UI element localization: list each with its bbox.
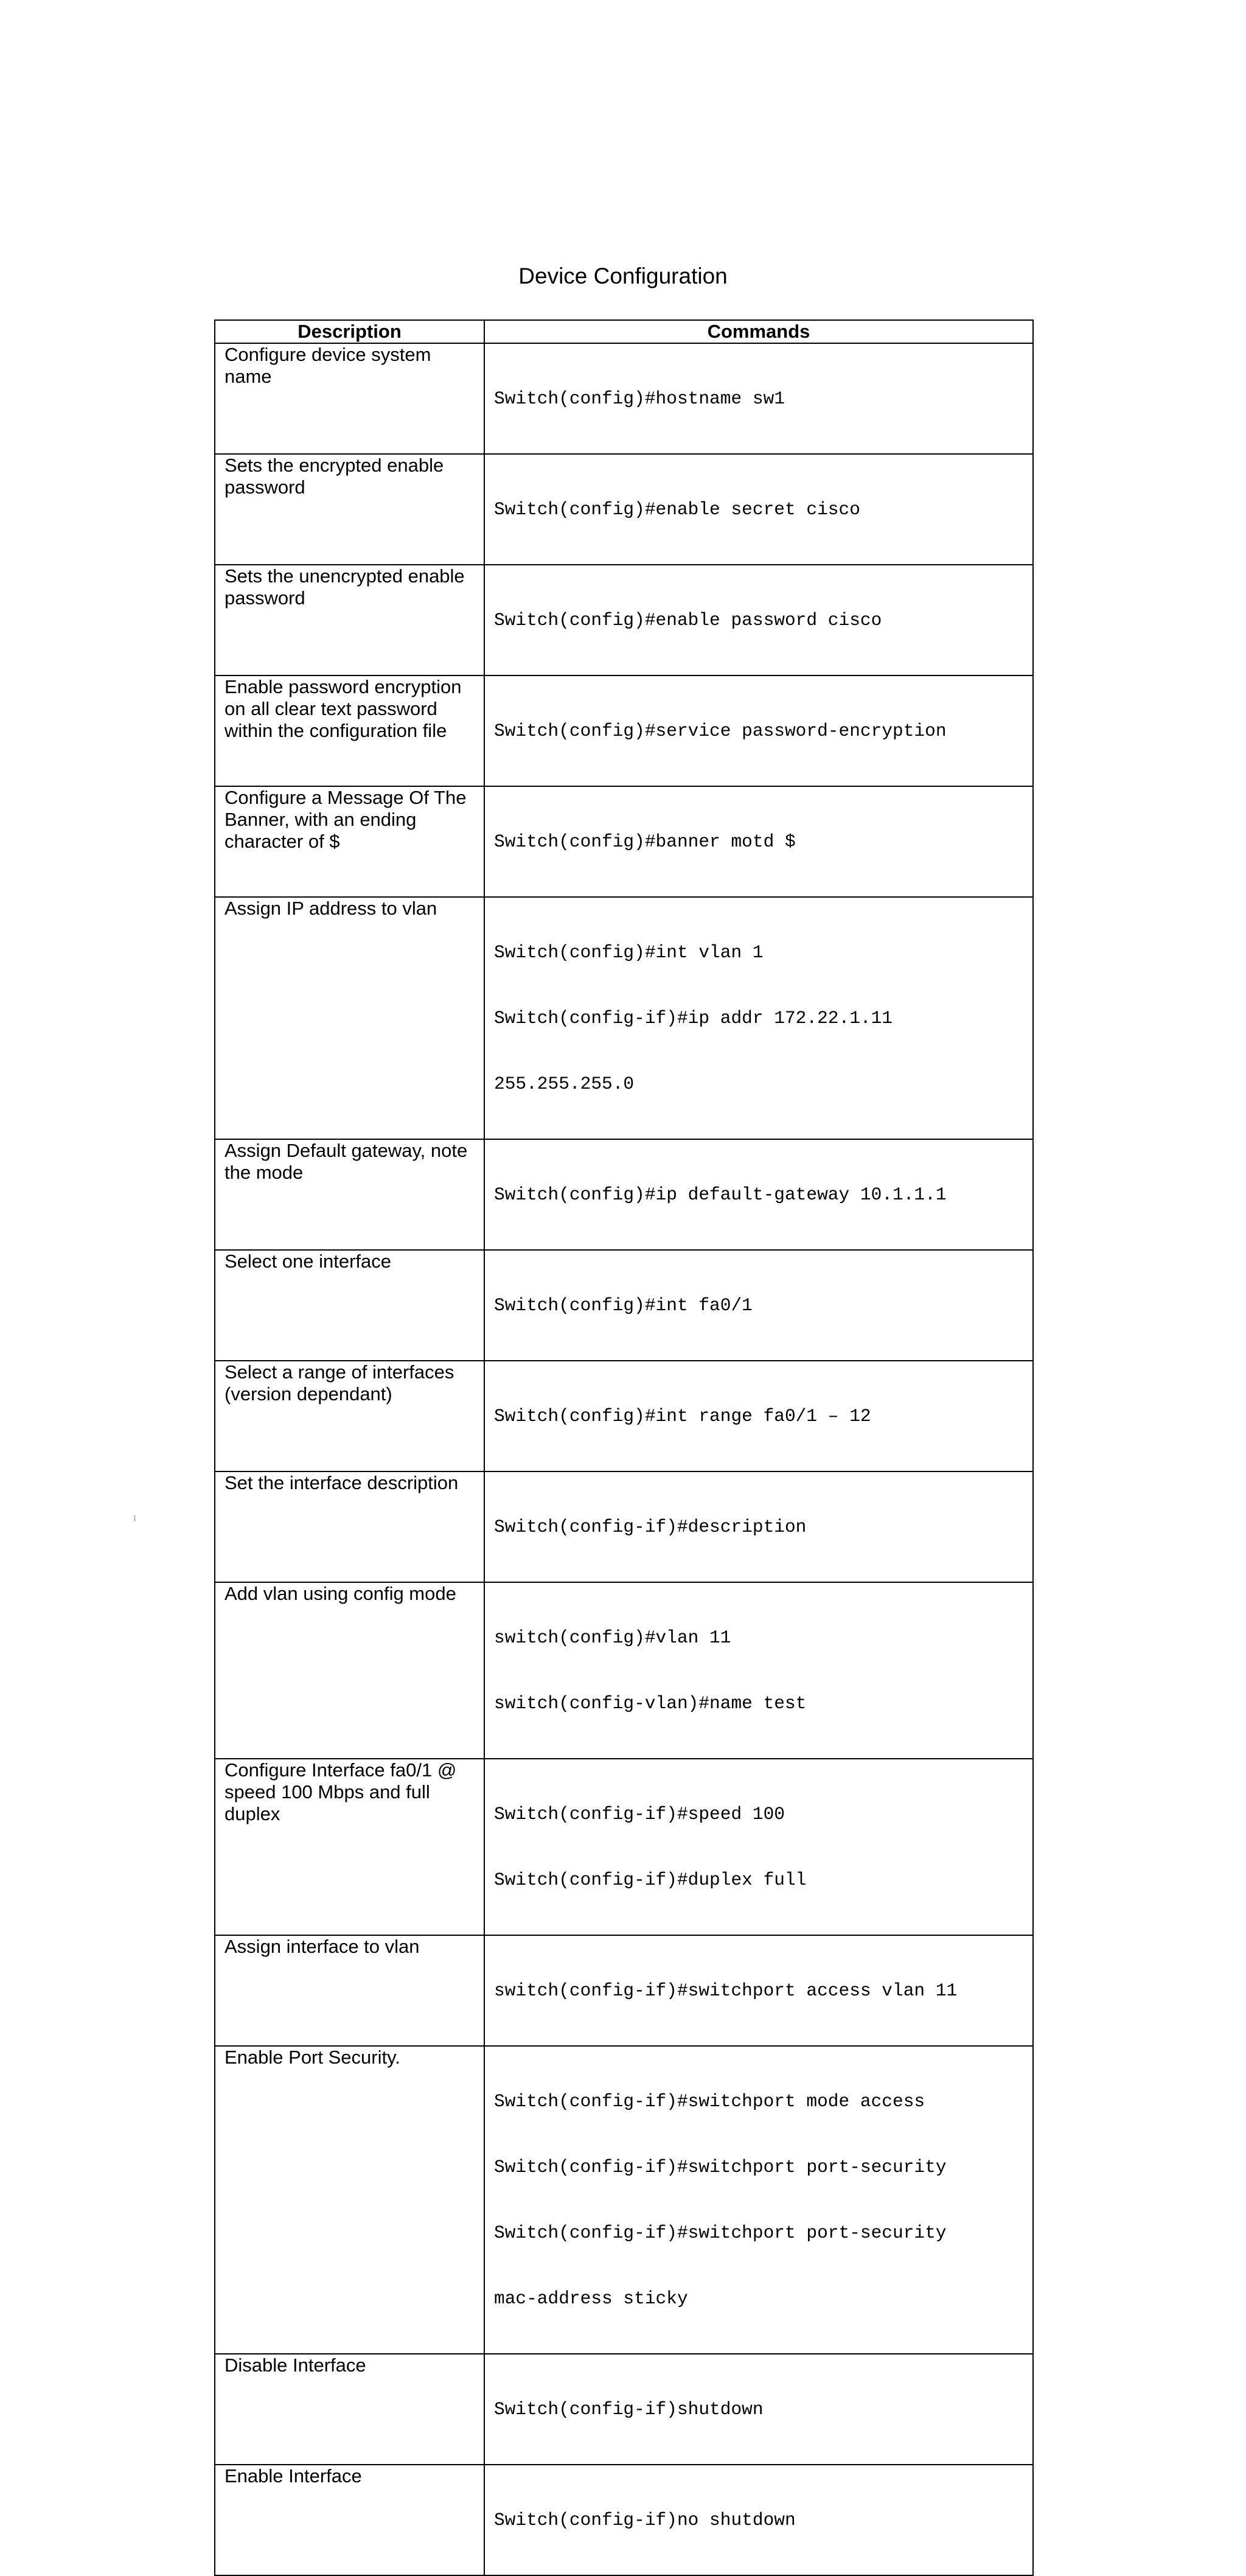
column-header-commands: Commands [484, 320, 1033, 343]
table-row [215, 343, 1033, 454]
description-cell: Sets the encrypted enable password [215, 454, 484, 565]
description-cell: Sets the unencrypted enable password [215, 565, 484, 675]
command-cell [484, 675, 1033, 786]
command-line: switch(config)#vlan 11 [494, 1627, 731, 1648]
command-cell [484, 1582, 1033, 1759]
command-cell [484, 1471, 1033, 1582]
table-row [215, 786, 1033, 897]
command-cell [484, 786, 1033, 897]
table-row [215, 565, 1033, 675]
command-line: Switch(config)#service password-encryption [494, 721, 947, 741]
table-row [215, 454, 1033, 565]
description-cell: Configure a Message Of The Banner, with an ending character of $ [215, 786, 484, 897]
command-line: Switch(config-if)#description [494, 1517, 807, 1537]
command-cell [484, 1361, 1033, 1471]
command-line: Switch(config-if)no shutdown [494, 2510, 796, 2530]
command-line: Switch(config)#banner motd $ [494, 831, 796, 852]
command-cell [484, 343, 1033, 454]
table-row [215, 675, 1033, 786]
description-cell: Enable Interface [215, 2465, 484, 2575]
command-line: Switch(config-if)shutdown [494, 2399, 764, 2420]
command-cell [484, 2465, 1033, 2575]
command-cell [484, 565, 1033, 675]
command-cell [484, 1935, 1033, 2046]
command-line: Switch(config-if)#ip addr 172.22.1.11 [494, 1008, 893, 1028]
command-cell [484, 454, 1033, 565]
table-row [215, 2046, 1033, 2354]
command-cell [484, 2354, 1033, 2465]
command-cell [484, 1759, 1033, 1935]
column-header-description: Description [215, 320, 484, 343]
table-row [215, 1759, 1033, 1935]
table-row [215, 2465, 1033, 2575]
command-line: Switch(config)#enable password cisco [494, 610, 882, 630]
command-line: Switch(config-if)#speed 100 [494, 1804, 785, 1824]
command-line: Switch(config-if)#switchport mode access [494, 2091, 925, 2112]
command-line: switch(config-vlan)#name test [494, 1693, 807, 1714]
command-line: Switch(config)#int range fa0/1 – 12 [494, 1406, 871, 1426]
command-line: Switch(config-if)#switchport port-security [494, 2222, 947, 2243]
description-cell: Assign interface to vlan [215, 1935, 484, 2046]
description-cell: Assign IP address to vlan [215, 897, 484, 1139]
page-mark: ı [133, 1512, 137, 1524]
table-row [215, 1935, 1033, 2046]
command-line: Switch(config)#hostname sw1 [494, 388, 785, 409]
description-cell: Select one interface [215, 1250, 484, 1361]
table-row [215, 897, 1033, 1139]
command-cell [484, 2046, 1033, 2354]
description-cell: Enable Port Security. [215, 2046, 484, 2354]
command-line: Switch(config)#int vlan 1 [494, 942, 764, 963]
table-row [215, 1582, 1033, 1759]
table-header-row [215, 320, 1033, 343]
command-cell [484, 1250, 1033, 1361]
description-cell: Configure Interface fa0/1 @ speed 100 Mbps and full duplex [215, 1759, 484, 1935]
command-cell [484, 897, 1033, 1139]
command-line: Switch(config)#enable secret cisco [494, 499, 860, 520]
description-cell: Set the interface description [215, 1471, 484, 1582]
description-cell: Assign Default gateway, note the mode [215, 1139, 484, 1250]
command-line: switch(config-if)#switchport access vlan 11 [494, 1980, 958, 2001]
command-line: Switch(config)#ip default-gateway 10.1.1.1 [494, 1184, 947, 1205]
description-cell: Configure device system name [215, 343, 484, 454]
command-cell [484, 1139, 1033, 1250]
table-row [215, 1471, 1033, 1582]
command-line: mac-address sticky [494, 2288, 688, 2309]
description-cell: Enable password encryption on all clear text password within the configuration file [215, 675, 484, 786]
table-row [215, 2354, 1033, 2465]
command-line: 255.255.255.0 [494, 1073, 635, 1094]
table-row [215, 1361, 1033, 1471]
table-row [215, 1250, 1033, 1361]
description-cell: Select a range of interfaces (version dependant) [215, 1361, 484, 1471]
description-cell: Disable Interface [215, 2354, 484, 2465]
table-row [215, 1139, 1033, 1250]
command-line: Switch(config-if)#switchport port-security [494, 2157, 947, 2177]
config-table [214, 319, 1034, 2576]
command-line: Switch(config-if)#duplex full [494, 1869, 807, 1890]
page-title: Device Configuration [518, 264, 728, 288]
description-cell: Add vlan using config mode [215, 1582, 484, 1759]
command-line: Switch(config)#int fa0/1 [494, 1295, 753, 1316]
